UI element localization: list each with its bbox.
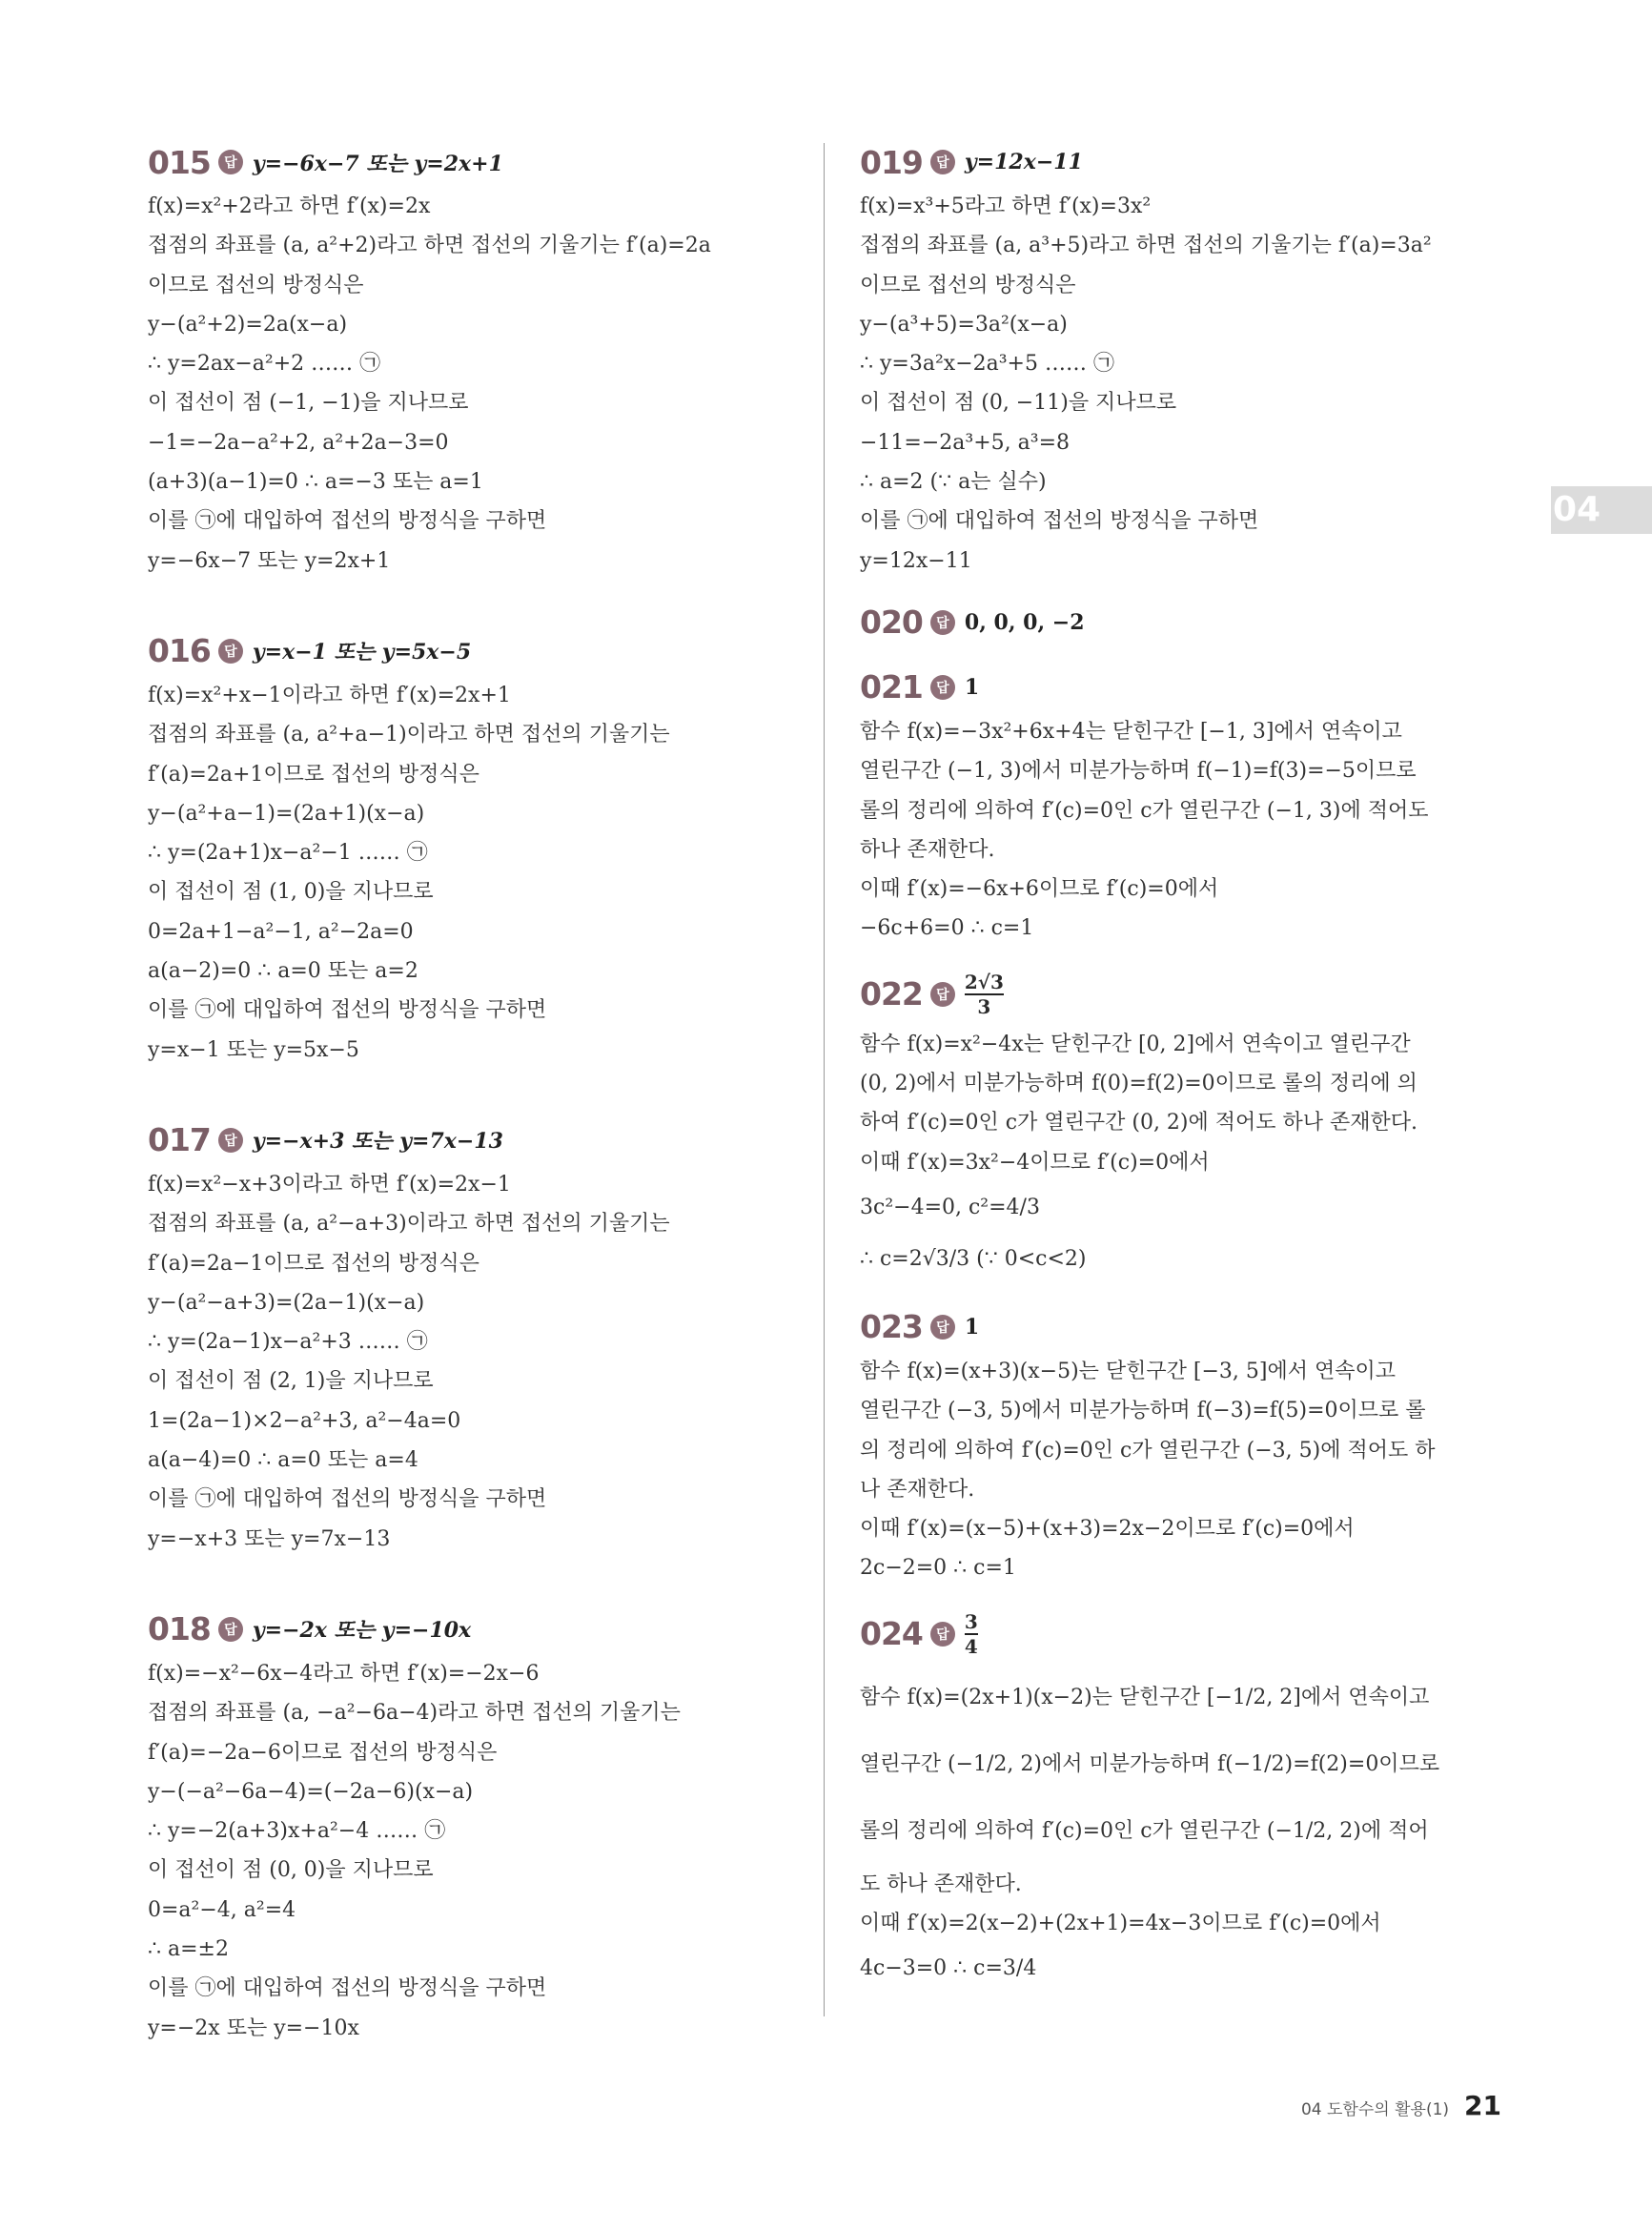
problem-header bbox=[860, 666, 1518, 708]
problem-header bbox=[860, 602, 1518, 644]
problem-number: 018 bbox=[148, 1610, 211, 1648]
problem-header bbox=[148, 1608, 806, 1650]
solution-line: y−(a³+5)=3a²(x−a) bbox=[860, 312, 1068, 337]
solution-line: 0=a²−4, a²=4 bbox=[148, 1897, 296, 1922]
left-column bbox=[148, 141, 806, 2048]
solution-line: f′(a)=−2a−6이므로 접선의 방정식은 bbox=[148, 1740, 498, 1765]
solution-line: ∴ c=2√3/3 (∵ 0<c<2) bbox=[860, 1246, 1087, 1271]
problem-header bbox=[860, 141, 1518, 183]
solution-line: 롤의 정리에 의하여 f′(c)=0인 c가 열린구간 (−1/2, 2)에 적어 bbox=[860, 1818, 1429, 1843]
solution-line: y−(a²+a−1)=(2a+1)(x−a) bbox=[148, 801, 425, 826]
problem-number: 023 bbox=[860, 1308, 923, 1346]
page-footer bbox=[1301, 2090, 1501, 2121]
solution-line: a(a−4)=0 ∴ a=0 또는 a=4 bbox=[148, 1448, 418, 1473]
solution-line: y−(a²−a+3)=(2a−1)(x−a) bbox=[148, 1290, 425, 1315]
solution-line: 하여 f′(c)=0인 c가 열린구간 (0, 2)에 적어도 하나 존재한다. bbox=[860, 1111, 1418, 1135]
solution-line: 의 정리에 의하여 f′(c)=0인 c가 열린구간 (−3, 5)에 적어도 하 bbox=[860, 1438, 1436, 1463]
answer-numerator: 2√3 bbox=[964, 970, 1004, 993]
solution-line: y=12x−11 bbox=[860, 548, 972, 573]
solution-line: 열린구간 (−1/2, 2)에서 미분가능하며 f(−1/2)=f(2)=0이므로 bbox=[860, 1751, 1440, 1776]
solution-line: 접점의 좌표를 (a, a²+a−1)이라고 하면 접선의 기울기는 bbox=[148, 723, 670, 747]
solution-line: −6c+6=0 ∴ c=1 bbox=[860, 916, 1034, 941]
solution-line: f(x)=x²+x−1이라고 하면 f′(x)=2x+1 bbox=[148, 683, 511, 707]
solution-line: ∴ y=(2a−1)x−a²+3 …… ㉠ bbox=[148, 1330, 428, 1355]
solution-line: 접점의 좌표를 (a, a²+2)라고 하면 접선의 기울기는 f′(a)=2a bbox=[148, 234, 711, 258]
solution-line: f′(a)=2a−1이므로 접선의 방정식은 bbox=[148, 1251, 479, 1276]
solution-line: a(a−2)=0 ∴ a=0 또는 a=2 bbox=[148, 959, 418, 984]
solution-line: 접점의 좌표를 (a, −a²−6a−4)라고 하면 접선의 기울기는 bbox=[148, 1701, 681, 1726]
solution-line: 열린구간 (−3, 5)에서 미분가능하며 f(−3)=f(5)=0이므로 롤 bbox=[860, 1399, 1426, 1423]
solution-line: ∴ y=(2a+1)x−a²−1 …… ㉠ bbox=[148, 841, 428, 866]
solution-line: y=−6x−7 또는 y=2x+1 bbox=[148, 548, 391, 573]
solution-line: 이 접선이 점 (2, 1)을 지나므로 bbox=[148, 1369, 434, 1394]
solution-line: 이때 f′(x)=3x²−4이므로 f′(c)=0에서 bbox=[860, 1150, 1210, 1175]
chapter-side-tab-label: 04 bbox=[1553, 490, 1601, 529]
solution-line: f(x)=−x²−6x−4라고 하면 f′(x)=−2x−6 bbox=[148, 1661, 540, 1686]
answer-numerator: 3 bbox=[964, 1609, 978, 1633]
page-number: 21 bbox=[1464, 2090, 1501, 2121]
problem-number: 015 bbox=[148, 143, 211, 181]
solution-line: 이때 f′(x)=2(x−2)+(2x+1)=4x−3이므로 f′(c)=0에서 bbox=[860, 1912, 1381, 1936]
answer-fraction bbox=[965, 971, 1004, 1018]
solution-line: y−(a²+2)=2a(x−a) bbox=[148, 312, 348, 337]
solution-line: 접점의 좌표를 (a, a²−a+3)이라고 하면 접선의 기울기는 bbox=[148, 1212, 670, 1237]
solution-line: 나 존재한다. bbox=[860, 1477, 975, 1502]
answer-badge: 답 bbox=[930, 1622, 955, 1647]
solution-line: 이때 f′(x)=−6x+6이므로 f′(c)=0에서 bbox=[860, 877, 1219, 902]
problem-number: 022 bbox=[860, 975, 923, 1013]
answer-fraction bbox=[965, 1610, 978, 1658]
problem-number: 017 bbox=[148, 1121, 211, 1159]
solution-line: f(x)=x²−x+3이라고 하면 f′(x)=2x−1 bbox=[148, 1172, 511, 1197]
answer-badge: 답 bbox=[930, 982, 955, 1007]
solution-line: 이를 ㉠에 대입하여 접선의 방정식을 구하면 bbox=[860, 509, 1259, 534]
problem-header bbox=[860, 968, 1518, 1021]
answer-badge: 답 bbox=[218, 639, 243, 664]
answer-text: 1 bbox=[964, 674, 980, 700]
solution-line: 3c²−4=0, c²=4/3 bbox=[860, 1195, 1040, 1219]
answer-badge: 답 bbox=[930, 610, 955, 635]
answer-text: y=12x−11 bbox=[964, 150, 1083, 174]
problem-header bbox=[148, 141, 806, 183]
solution-line: (0, 2)에서 미분가능하며 f(0)=f(2)=0이므로 롤의 정리에 의 bbox=[860, 1072, 1417, 1096]
answer-badge: 답 bbox=[218, 1617, 243, 1642]
problem-header bbox=[148, 1119, 806, 1161]
solution-line: 함수 f(x)=x²−4x는 닫힌구간 [0, 2]에서 연속이고 열린구간 bbox=[860, 1032, 1411, 1056]
solution-line: 이 접선이 점 (0, 0)을 지나므로 bbox=[148, 1858, 434, 1883]
solution-line: 0=2a+1−a²−1, a²−2a=0 bbox=[148, 919, 414, 944]
problem-023 bbox=[860, 1306, 1518, 1588]
problem-header bbox=[860, 1306, 1518, 1348]
solution-line: 도 하나 존재한다. bbox=[860, 1872, 1022, 1896]
solution-line: 이를 ㉠에 대입하여 접선의 방정식을 구하면 bbox=[148, 998, 547, 1023]
footer-chapter: 04 도함수의 활용(1) bbox=[1300, 2100, 1450, 2119]
solution-line: y−(−a²−6a−4)=(−2a−6)(x−a) bbox=[148, 1779, 474, 1804]
solution-line: f(x)=x²+2라고 하면 f′(x)=2x bbox=[148, 194, 431, 218]
solution-line: 1=(2a−1)×2−a²+3, a²−4a=0 bbox=[148, 1408, 461, 1433]
solution-line: ∴ y=3a²x−2a³+5 …… ㉠ bbox=[860, 352, 1114, 377]
answer-text: y=−6x−7 또는 y=2x+1 bbox=[252, 151, 503, 176]
answer-badge: 답 bbox=[930, 675, 955, 700]
problem-header bbox=[148, 630, 806, 672]
solution-line: 4c−3=0 ∴ c=3/4 bbox=[860, 1956, 1037, 1981]
answer-badge: 답 bbox=[218, 1128, 243, 1153]
problem-header bbox=[860, 1607, 1518, 1661]
solution-line: y=−2x 또는 y=−10x bbox=[148, 2015, 359, 2040]
answer-denominator: 4 bbox=[964, 1634, 978, 1658]
problem-015 bbox=[148, 141, 806, 581]
solution-line: 열린구간 (−1, 3)에서 미분가능하며 f(−1)=f(3)=−5이므로 bbox=[860, 759, 1417, 784]
answer-badge: 답 bbox=[930, 150, 955, 174]
problem-number: 024 bbox=[860, 1615, 923, 1653]
answer-badge: 답 bbox=[930, 1315, 955, 1340]
problem-number: 019 bbox=[860, 143, 923, 181]
problem-018 bbox=[148, 1608, 806, 2048]
problem-019 bbox=[860, 141, 1518, 581]
answer-text: y=−x+3 또는 y=7x−13 bbox=[252, 1129, 503, 1155]
solution-line: y=x−1 또는 y=5x−5 bbox=[148, 1037, 359, 1062]
solution-line: 함수 f(x)=−3x²+6x+4는 닫힌구간 [−1, 3]에서 연속이고 bbox=[860, 719, 1402, 744]
solution-line: 하나 존재한다. bbox=[860, 837, 995, 862]
problem-number: 020 bbox=[860, 604, 923, 642]
solution-line: 이 접선이 점 (0, −11)을 지나므로 bbox=[860, 391, 1177, 416]
solution-line: 롤의 정리에 의하여 f′(c)=0인 c가 열린구간 (−1, 3)에 적어도 bbox=[860, 798, 1429, 823]
solution-line: ∴ a=2 (∵ a는 실수) bbox=[860, 470, 1047, 495]
solution-line: 이므로 접선의 방정식은 bbox=[860, 273, 1076, 297]
answer-denominator: 3 bbox=[977, 994, 991, 1018]
solution-line: 이를 ㉠에 대입하여 접선의 방정식을 구하면 bbox=[148, 1487, 547, 1512]
problem-021 bbox=[860, 666, 1518, 949]
solution-line: 이를 ㉠에 대입하여 접선의 방정식을 구하면 bbox=[148, 1976, 547, 2001]
column-divider bbox=[824, 143, 825, 2016]
solution-line: 이때 f′(x)=(x−5)+(x+3)=2x−2이므로 f′(c)=0에서 bbox=[860, 1517, 1355, 1542]
solution-line: ∴ y=−2(a+3)x+a²−4 …… ㉠ bbox=[148, 1819, 446, 1844]
solution-line: 2c−2=0 ∴ c=1 bbox=[860, 1556, 1016, 1581]
solution-line: 이 접선이 점 (1, 0)을 지나므로 bbox=[148, 880, 434, 905]
problem-number: 021 bbox=[860, 668, 923, 706]
answer-text: 1 bbox=[964, 1314, 980, 1340]
problem-024 bbox=[860, 1607, 1518, 1995]
answer-text: 0, 0, 0, −2 bbox=[964, 609, 1085, 635]
solution-line: (a+3)(a−1)=0 ∴ a=−3 또는 a=1 bbox=[148, 470, 483, 495]
answer-text: y=x−1 또는 y=5x−5 bbox=[252, 640, 472, 665]
problem-number: 016 bbox=[148, 632, 211, 670]
problem-016 bbox=[148, 630, 806, 1070]
solution-line: f′(a)=2a+1이므로 접선의 방정식은 bbox=[148, 762, 479, 787]
solution-line: ∴ y=2ax−a²+2 …… ㉠ bbox=[148, 352, 381, 377]
solution-line: 함수 f(x)=(x+3)(x−5)는 닫힌구간 [−3, 5]에서 연속이고 bbox=[860, 1359, 1396, 1383]
solution-line: 이므로 접선의 방정식은 bbox=[148, 273, 364, 297]
solution-line: −11=−2a³+5, a³=8 bbox=[860, 430, 1071, 455]
problem-017 bbox=[148, 1119, 806, 1559]
problem-020 bbox=[860, 602, 1518, 644]
solution-line: ∴ a=±2 bbox=[148, 1936, 229, 1961]
solution-line: −1=−2a−a²+2, a²+2a−3=0 bbox=[148, 430, 449, 455]
problem-022 bbox=[860, 968, 1518, 1285]
solution-line: 함수 f(x)=(2x+1)(x−2)는 닫힌구간 [−1/2, 2]에서 연속이고 bbox=[860, 1685, 1430, 1709]
solution-line: 이 접선이 점 (−1, −1)을 지나므로 bbox=[148, 391, 469, 416]
right-column bbox=[860, 141, 1518, 1995]
answer-badge: 답 bbox=[218, 150, 243, 174]
solution-line: f(x)=x³+5라고 하면 f′(x)=3x² bbox=[860, 194, 1152, 218]
solution-line: 접점의 좌표를 (a, a³+5)라고 하면 접선의 기울기는 f′(a)=3a² bbox=[860, 234, 1432, 258]
solution-line: 이를 ㉠에 대입하여 접선의 방정식을 구하면 bbox=[148, 509, 547, 534]
answer-text: y=−2x 또는 y=−10x bbox=[252, 1618, 472, 1644]
solution-line: y=−x+3 또는 y=7x−13 bbox=[148, 1526, 391, 1551]
